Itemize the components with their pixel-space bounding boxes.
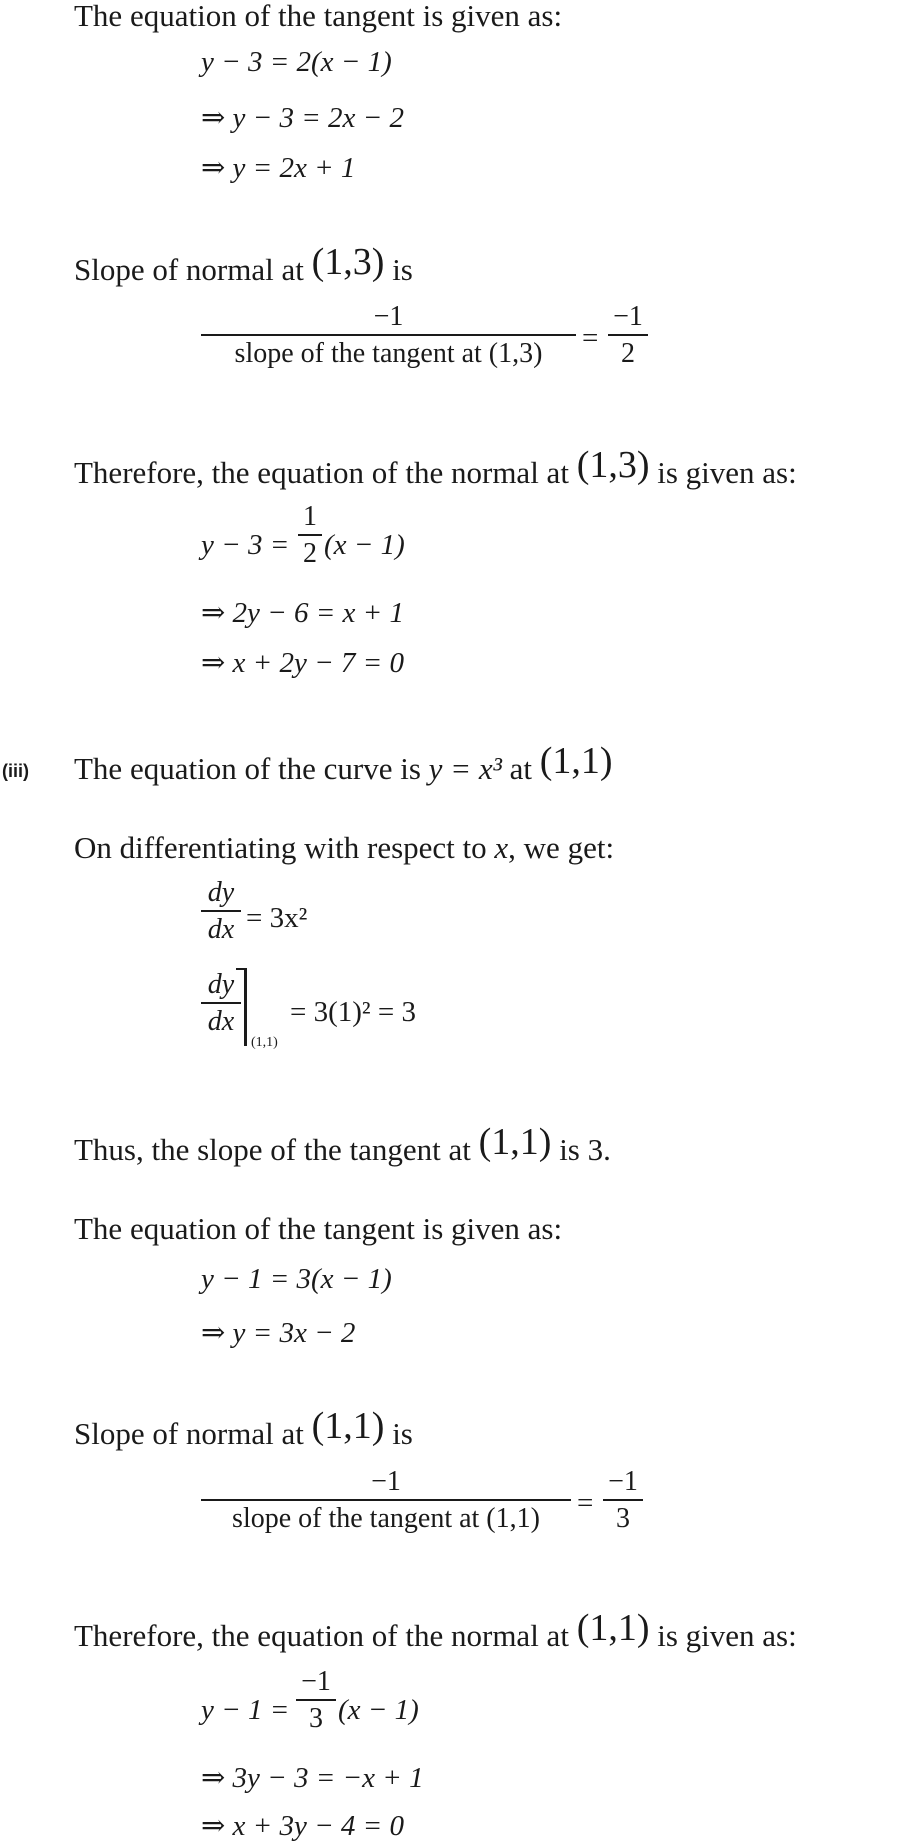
- normal-slope-value-iii: [603, 1465, 643, 1537]
- normal-slope-fraction-iii: [201, 1465, 571, 1537]
- normal-line-3: ⇒ x + 2y − 7 = 0: [201, 647, 404, 679]
- normal-eq-intro-point: (1,1): [576, 1607, 650, 1649]
- derivative-fraction: [201, 876, 241, 948]
- tangent-line-1: y − 3 = 2(x − 1): [201, 46, 392, 78]
- normal-slope-intro-point: (1,1): [311, 1405, 385, 1447]
- normal-slope-numerator: −1: [373, 301, 404, 332]
- derivative-rhs: = 3x²: [246, 902, 308, 934]
- derivative-eval-subscript: (1,1): [251, 1035, 278, 1050]
- normal-line-1-frac-num: 1: [303, 501, 317, 532]
- tangent-slope-suffix: is 3.: [559, 1132, 611, 1167]
- normal-eq-intro-suffix: is given as:: [657, 1618, 797, 1653]
- normal-iii-line-3: ⇒ x + 3y − 4 = 0: [201, 1810, 404, 1842]
- normal-slope-intro-prefix: Slope of normal at: [74, 252, 304, 287]
- curve-at: at: [509, 751, 533, 786]
- normal-slope-value: [608, 300, 648, 372]
- normal-line-1-right: (x − 1): [324, 529, 405, 561]
- tangent-intro-text: The equation of the tangent is given as:: [74, 0, 563, 33]
- normal-slope-value-den: 2: [621, 338, 635, 369]
- normal-eq-intro-iii: [74, 1607, 797, 1656]
- evaluation-bracket-top: [236, 968, 246, 970]
- equals-sign: =: [577, 1487, 594, 1519]
- normal-slope-numerator: −1: [371, 1466, 401, 1497]
- normal-slope-intro-iii: [74, 1405, 413, 1454]
- diff-intro: [74, 828, 614, 868]
- normal-eq-intro-point: (1,3): [576, 444, 650, 486]
- tangent-slope-point: (1,1): [478, 1121, 552, 1163]
- normal-slope-denominator: slope of the tangent at (1,1): [232, 1503, 540, 1534]
- normal-slope-value-den: 3: [616, 1503, 630, 1534]
- derivative-num: dy: [207, 877, 235, 908]
- normal-eq-intro-prefix: Therefore, the equation of the normal at: [74, 455, 569, 490]
- normal-iii-line-1-right: (x − 1): [338, 1694, 419, 1726]
- part-iii-label: (iii): [2, 761, 29, 781]
- diff-intro-suffix: , we get:: [508, 830, 615, 865]
- normal-slope-intro-suffix: is: [392, 252, 413, 287]
- normal-slope-intro-point: (1,3): [311, 241, 385, 283]
- normal-slope-fraction: [201, 300, 576, 372]
- tangent-intro-text-iii: The equation of the tangent is given as:: [74, 1211, 563, 1246]
- tangent-iii-line-1: y − 1 = 3(x − 1): [201, 1263, 392, 1295]
- normal-eq-intro-prefix: Therefore, the equation of the normal at: [74, 1618, 569, 1653]
- derivative-den: dx: [207, 914, 235, 945]
- diff-intro-prefix: On differentiating with respect to: [74, 830, 487, 865]
- curve-statement: [74, 740, 613, 789]
- derivative-eval-fraction: [201, 968, 241, 1040]
- tangent-iii-line-2: ⇒ y = 3x − 2: [201, 1317, 356, 1349]
- curve-prefix: The equation of the curve is: [74, 751, 421, 786]
- normal-line-1-left: y − 3 =: [201, 529, 290, 561]
- normal-slope-intro-suffix: is: [392, 1416, 413, 1451]
- diff-intro-var: x: [494, 830, 509, 865]
- normal-slope-value-num: −1: [608, 1466, 638, 1497]
- tangent-line-2: ⇒ y − 3 = 2x − 2: [201, 102, 404, 134]
- normal-slope-denominator: slope of the tangent at (1,3): [234, 338, 543, 369]
- derivative-eval-den: dx: [207, 1006, 235, 1037]
- normal-line-1-fraction: [298, 500, 322, 572]
- normal-line-2: ⇒ 2y − 6 = x + 1: [201, 597, 404, 629]
- normal-iii-frac-num: −1: [301, 1666, 331, 1697]
- tangent-slope-statement: [74, 1121, 611, 1170]
- normal-iii-line-2: ⇒ 3y − 3 = −x + 1: [201, 1762, 424, 1794]
- normal-eq-intro: [74, 444, 797, 493]
- curve-point: (1,1): [539, 740, 613, 782]
- normal-eq-intro-suffix: is given as:: [657, 455, 797, 490]
- derivative-eval-rhs: = 3(1)² = 3: [290, 996, 416, 1028]
- equals-sign: =: [582, 322, 599, 354]
- normal-iii-line-1-fraction: [296, 1665, 336, 1737]
- normal-slope-intro: [74, 241, 413, 290]
- normal-line-1-frac-den: 2: [303, 538, 317, 569]
- normal-iii-frac-den: 3: [309, 1703, 323, 1734]
- derivative-eval-num: dy: [207, 969, 235, 1000]
- normal-slope-intro-prefix: Slope of normal at: [74, 1416, 304, 1451]
- tangent-slope-prefix: Thus, the slope of the tangent at: [74, 1132, 471, 1167]
- normal-iii-line-1-left: y − 1 =: [201, 1694, 290, 1726]
- evaluation-bracket: [244, 968, 247, 1046]
- curve-equation: y = x³: [428, 751, 502, 786]
- tangent-line-3: ⇒ y = 2x + 1: [201, 152, 356, 184]
- normal-slope-value-num: −1: [613, 301, 643, 332]
